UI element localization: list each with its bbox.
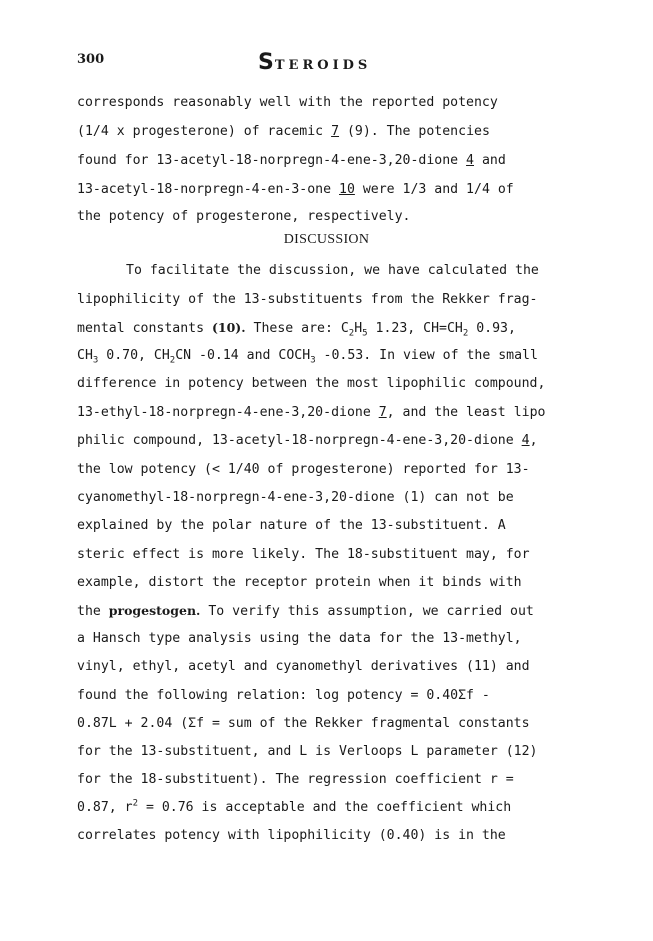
bold-term: progestogen.	[108, 603, 201, 618]
text-line	[77, 433, 538, 448]
text-line: steric effect is more likely. The 18-substituent may, for	[77, 547, 530, 562]
text-line	[77, 348, 538, 366]
superscript: 2	[132, 798, 138, 809]
page-number: 300	[77, 52, 105, 67]
text-span: and	[474, 153, 506, 168]
text-line: the low potency (< 1/40 of progesterone) reported for 13-	[77, 462, 530, 477]
subscript: 2	[348, 328, 355, 339]
text-line: a Hansch type analysis using the data for the 13-methyl,	[77, 631, 522, 646]
text-span: 13-acetyl-18-norpregn-4-en-3-one	[77, 182, 340, 197]
text-span: , and the least lipo	[386, 405, 546, 420]
text-line: corresponds reasonably well with the reported potency	[77, 95, 498, 110]
text-span: These are: C	[245, 321, 349, 336]
text-line	[77, 182, 514, 197]
text-span: H	[354, 321, 363, 336]
subscript: 3	[310, 355, 316, 366]
text-line	[77, 320, 516, 339]
text-span: CH	[77, 348, 93, 363]
text-line: correlates potency with lipophilicity (0.40) is in the	[77, 828, 506, 843]
compound-ref: 10	[339, 182, 355, 197]
journal-logo-text: TEROIDS	[274, 58, 372, 73]
text-span: = 0.76 is acceptable and the coefficient which	[138, 800, 512, 815]
text-line	[77, 603, 534, 619]
text-line	[77, 124, 490, 139]
text-span: (1/4 x progesterone) of racemic	[77, 124, 332, 139]
text-line: difference in potency between the most lipophilic compound,	[77, 376, 546, 391]
text-span: philic compound, 13-acetyl-18-norpregn-4-ene-3,20-dione	[77, 433, 522, 448]
text-line: To facilitate the discussion, we have calculated the	[126, 263, 539, 278]
text-span: 0.93,	[468, 321, 516, 336]
text-line: found the following relation: log potency = 0.40Σf -	[77, 688, 490, 703]
section-heading: DISCUSSION	[283, 232, 370, 247]
text-line: 0.87L + 2.04 (Σf = sum of the Rekker fragmental constants	[77, 716, 530, 731]
compound-ref: 4	[521, 433, 530, 448]
text-span: 13-ethyl-18-norpregn-4-ene-3,20-dione	[77, 405, 379, 420]
text-line	[77, 153, 506, 168]
text-span: found for 13-acetyl-18-norpregn-4-ene-3,20-dione	[77, 153, 467, 168]
text-line: vinyl, ethyl, acetyl and cyanomethyl derivatives (11) and	[77, 659, 530, 674]
text-line	[77, 405, 545, 420]
text-span: ,	[529, 433, 538, 448]
compound-ref: 7	[378, 405, 387, 420]
text-span: 0.87, r	[77, 800, 133, 815]
citation-ref: (10).	[211, 320, 246, 335]
subscript: 2	[169, 355, 176, 366]
journal-logo	[258, 50, 371, 75]
text-span: were 1/3 and 1/4 of	[354, 182, 514, 197]
text-line	[77, 800, 511, 815]
text-line: for the 18-substituent). The regression coefficient r =	[77, 772, 514, 787]
subscript: 5	[362, 328, 368, 339]
text-line: cyanomethyl-18-norpregn-4-ene-3,20-dione (1) can not be	[77, 490, 514, 505]
text-span: 1.23, CH=CH	[367, 321, 463, 336]
text-span: 0.70, CH	[98, 348, 170, 363]
compound-ref: 7	[331, 124, 340, 139]
compound-ref: 4	[466, 153, 474, 168]
subscript: 2	[462, 328, 469, 339]
text-span: (9). The potencies	[339, 124, 490, 139]
text-line: lipophilicity of the 13-substituents from the Rekker frag-	[77, 292, 538, 307]
text-line: the potency of progesterone, respectively.	[77, 209, 411, 224]
text-span: CN -0.14 and COCH	[175, 348, 311, 363]
text-line: for the 13-substituent, and L is Verloops L parameter (12)	[77, 744, 538, 759]
text-span: mental constants	[77, 321, 212, 336]
subscript: 3	[92, 355, 99, 366]
text-line: explained by the polar nature of the 13-substituent. A	[77, 518, 506, 533]
journal-logo-initial: S	[258, 50, 275, 75]
text-line: example, distort the receptor protein when it binds with	[77, 575, 522, 590]
text-span: the	[77, 604, 109, 619]
text-span: -0.53. In view of the small	[315, 348, 538, 363]
text-span: To verify this assumption, we carried out	[200, 604, 534, 619]
